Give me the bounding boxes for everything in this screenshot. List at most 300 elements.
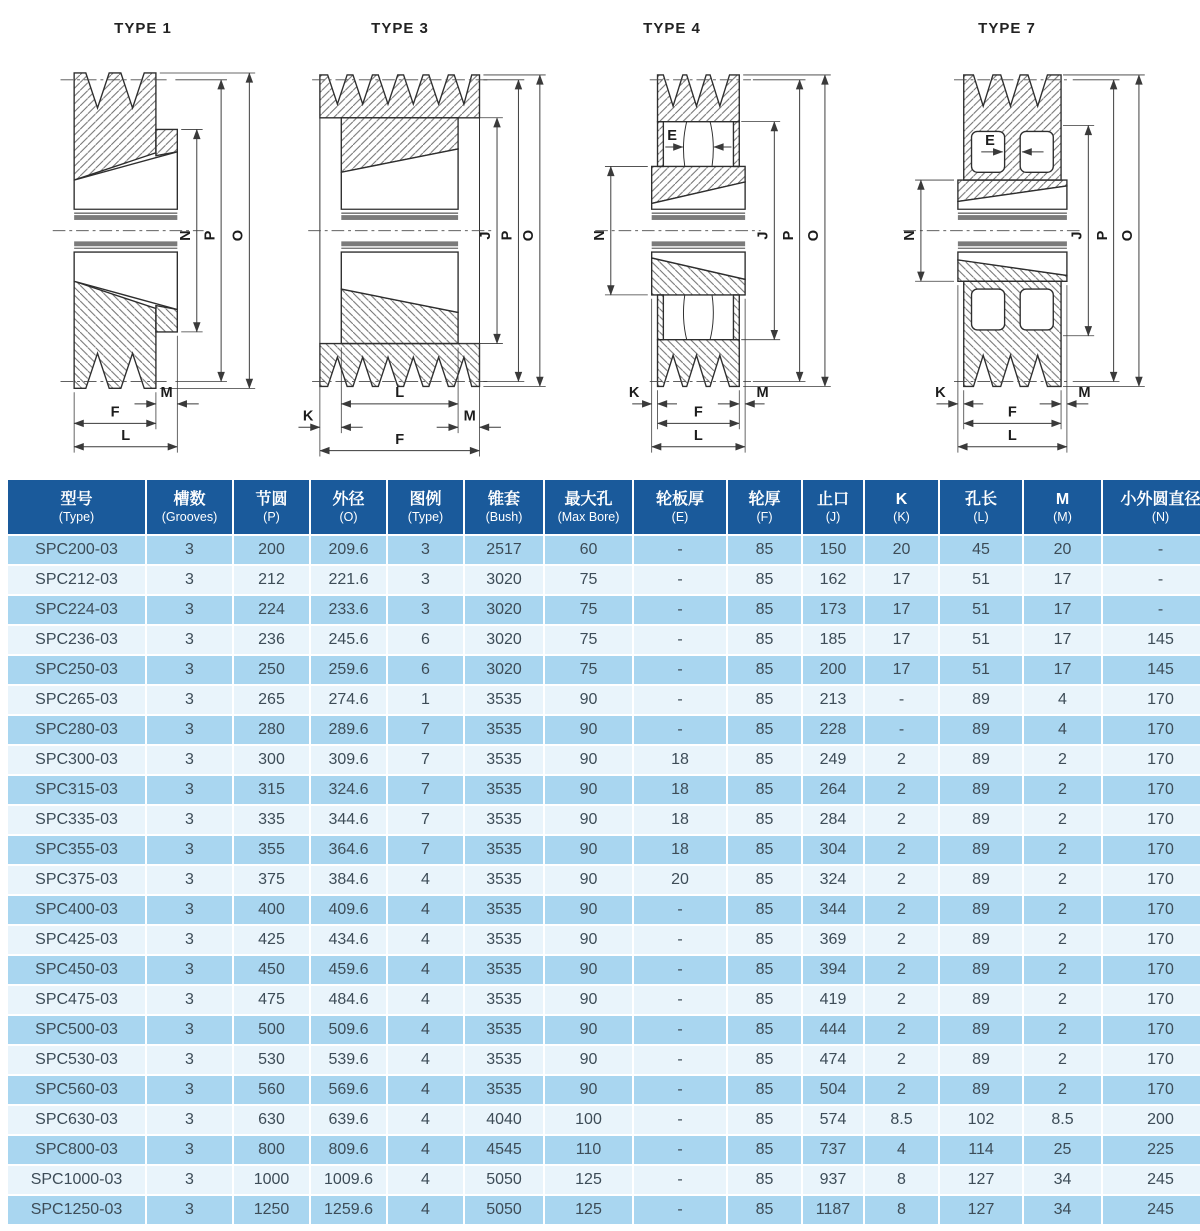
value-cell: - [865,716,938,744]
model-cell: SPC1000-03 [8,1166,145,1194]
value-cell: 4 [388,986,463,1014]
dim-label-o: O [806,229,823,242]
value-cell: 170 [1103,806,1200,834]
value-cell: 2 [1024,956,1101,984]
value-cell: 6 [388,626,463,654]
value-cell: 315 [234,776,309,804]
model-cell: SPC375-03 [8,866,145,894]
value-cell: 459.6 [311,956,386,984]
value-cell: 8 [865,1166,938,1194]
value-cell: 4 [1024,686,1101,714]
value-cell: 75 [545,596,632,624]
value-cell: 3535 [465,896,543,924]
value-cell: 574 [803,1106,863,1134]
value-cell: 5050 [465,1196,543,1224]
value-cell: 85 [728,1016,801,1044]
value-cell: 2 [865,1046,938,1074]
value-cell: 4 [388,1076,463,1104]
value-cell: 1000 [234,1166,309,1194]
value-cell: 85 [728,566,801,594]
value-cell: 2 [865,926,938,954]
value-cell: 4 [388,866,463,894]
value-cell: 7 [388,746,463,774]
value-cell: 85 [728,836,801,864]
column-header: 槽数 (Grooves) [147,480,232,534]
value-cell: 8.5 [865,1106,938,1134]
value-cell: 212 [234,566,309,594]
value-cell: 450 [234,956,309,984]
value-cell: 4 [388,1046,463,1074]
value-cell: 3535 [465,1046,543,1074]
value-cell: 1250 [234,1196,309,1224]
value-cell: 2 [865,896,938,924]
value-cell: 85 [728,716,801,744]
table-row [8,1106,1200,1134]
value-cell: 17 [865,626,938,654]
value-cell: 3 [147,656,232,684]
value-cell: 236 [234,626,309,654]
value-cell: 89 [940,746,1022,774]
value-cell: - [1103,566,1200,594]
value-cell: 3 [147,986,232,1014]
model-cell: SPC500-03 [8,1016,145,1044]
value-cell: 3535 [465,1016,543,1044]
value-cell: 3 [147,1046,232,1074]
value-cell: 170 [1103,1016,1200,1044]
value-cell: 145 [1103,626,1200,654]
value-cell: 3535 [465,926,543,954]
value-cell: 2 [865,1076,938,1104]
value-cell: - [634,986,726,1014]
value-cell: 425 [234,926,309,954]
value-cell: 3535 [465,776,543,804]
value-cell: 1009.6 [311,1166,386,1194]
value-cell: 245.6 [311,626,386,654]
model-cell: SPC355-03 [8,836,145,864]
value-cell: 110 [545,1136,632,1164]
value-cell: - [634,1016,726,1044]
value-cell: 344.6 [311,806,386,834]
value-cell: 3 [147,926,232,954]
value-cell: 3 [147,1136,232,1164]
table-row [8,1016,1200,1044]
column-header: 最大孔 (Max Bore) [545,480,632,534]
model-cell: SPC425-03 [8,926,145,954]
value-cell: 324.6 [311,776,386,804]
value-cell: 90 [545,1046,632,1074]
dim-label-k: K [302,408,314,425]
table-row [8,716,1200,744]
value-cell: 89 [940,686,1022,714]
value-cell: - [634,1076,726,1104]
value-cell: 17 [1024,566,1101,594]
dim-label-f: F [395,431,405,448]
value-cell: 100 [545,1106,632,1134]
value-cell: 3535 [465,866,543,894]
value-cell: - [634,926,726,954]
value-cell: 3 [147,1076,232,1104]
value-cell: - [1103,596,1200,624]
model-cell: SPC265-03 [8,686,145,714]
value-cell: 2 [1024,926,1101,954]
model-cell: SPC280-03 [8,716,145,744]
value-cell: 233.6 [311,596,386,624]
value-cell: 409.6 [311,896,386,924]
value-cell: 569.6 [311,1076,386,1104]
value-cell: 2 [865,776,938,804]
value-cell: 125 [545,1166,632,1194]
value-cell: 85 [728,686,801,714]
value-cell: 2 [865,986,938,1014]
value-cell: 6 [388,656,463,684]
dim-label-j: J [755,231,772,240]
value-cell: 7 [388,776,463,804]
value-cell: 3 [147,746,232,774]
value-cell: 500 [234,1016,309,1044]
value-cell: 90 [545,1076,632,1104]
value-cell: 3535 [465,716,543,744]
value-cell: 4 [388,926,463,954]
dim-label-m: M [463,408,476,425]
value-cell: 304 [803,836,863,864]
table-row [8,1046,1200,1074]
value-cell: 3 [147,536,232,564]
dim-label-p: P [202,230,219,241]
dim-label-f: F [693,404,703,421]
dim-label-l: L [1007,427,1017,444]
dim-label-f: F [1007,404,1017,421]
value-cell: 170 [1103,836,1200,864]
dim-label-k: K [935,385,946,402]
value-cell: - [634,896,726,924]
column-header: 止口 (J) [803,480,863,534]
table-row [8,1166,1200,1194]
value-cell: 75 [545,656,632,684]
model-cell: SPC250-03 [8,656,145,684]
model-cell: SPC315-03 [8,776,145,804]
value-cell: 75 [545,566,632,594]
value-cell: 560 [234,1076,309,1104]
value-cell: 17 [865,596,938,624]
column-header: 外径 (O) [311,480,386,534]
value-cell: 85 [728,1106,801,1134]
value-cell: 2 [1024,1016,1101,1044]
value-cell: 170 [1103,776,1200,804]
value-cell: 4 [388,1136,463,1164]
dim-label-n: N [177,230,194,241]
column-header: M (M) [1024,480,1101,534]
value-cell: 1187 [803,1196,863,1224]
model-cell: SPC800-03 [8,1136,145,1164]
dim-label-n: N [902,230,919,241]
table-row [8,1076,1200,1104]
value-cell: 4 [388,896,463,924]
value-cell: 185 [803,626,863,654]
table-row [8,836,1200,864]
value-cell: 444 [803,1016,863,1044]
value-cell: 85 [728,866,801,894]
column-header: 小外圆直径 (N) [1103,480,1200,534]
value-cell: 309.6 [311,746,386,774]
value-cell: 2 [865,866,938,894]
value-cell: 274.6 [311,686,386,714]
value-cell: 90 [545,686,632,714]
value-cell: - [634,656,726,684]
value-cell: 85 [728,1076,801,1104]
value-cell: 90 [545,926,632,954]
value-cell: - [634,1106,726,1134]
value-cell: - [634,1196,726,1224]
value-cell: 85 [728,596,801,624]
value-cell: 2 [1024,866,1101,894]
model-cell: SPC335-03 [8,806,145,834]
value-cell: 2 [1024,1046,1101,1074]
value-cell: 173 [803,596,863,624]
dim-label-n: N [591,230,608,241]
value-cell: 384.6 [311,866,386,894]
value-cell: 289.6 [311,716,386,744]
value-cell: 809.6 [311,1136,386,1164]
value-cell: 737 [803,1136,863,1164]
model-cell: SPC224-03 [8,596,145,624]
value-cell: 630 [234,1106,309,1134]
table-row [8,686,1200,714]
value-cell: 300 [234,746,309,774]
value-cell: 209.6 [311,536,386,564]
value-cell: 85 [728,1046,801,1074]
value-cell: 265 [234,686,309,714]
value-cell: 18 [634,806,726,834]
type7-drawing [892,36,1162,474]
value-cell: 2 [1024,776,1101,804]
value-cell: 170 [1103,896,1200,924]
value-cell: 89 [940,896,1022,924]
value-cell: 145 [1103,656,1200,684]
value-cell: 85 [728,656,801,684]
value-cell: 7 [388,836,463,864]
value-cell: 1 [388,686,463,714]
value-cell: 7 [388,806,463,834]
dim-label-j: J [1069,231,1086,240]
value-cell: 90 [545,986,632,1014]
value-cell: 20 [634,866,726,894]
value-cell: 3 [147,776,232,804]
value-cell: 4 [388,1196,463,1224]
value-cell: - [1103,536,1200,564]
value-cell: 3 [147,1016,232,1044]
value-cell: 2 [865,1016,938,1044]
value-cell: 504 [803,1076,863,1104]
value-cell: 2 [865,746,938,774]
value-cell: 394 [803,956,863,984]
value-cell: 200 [1103,1106,1200,1134]
table-row [8,866,1200,894]
value-cell: 18 [634,746,726,774]
value-cell: 225 [1103,1136,1200,1164]
value-cell: 355 [234,836,309,864]
value-cell: 3 [147,686,232,714]
value-cell: 85 [728,806,801,834]
value-cell: - [634,626,726,654]
value-cell: 4 [865,1136,938,1164]
value-cell: 170 [1103,956,1200,984]
dim-label-e: E [985,133,995,150]
value-cell: 60 [545,536,632,564]
value-cell: 170 [1103,1076,1200,1104]
value-cell: 2 [1024,1076,1101,1104]
column-header: 节圆 (P) [234,480,309,534]
value-cell: 89 [940,776,1022,804]
value-cell: 17 [1024,626,1101,654]
value-cell: 3535 [465,806,543,834]
value-cell: 85 [728,626,801,654]
value-cell: 264 [803,776,863,804]
dim-label-l: L [395,385,405,402]
value-cell: 259.6 [311,656,386,684]
dim-label-l: L [693,427,703,444]
value-cell: 89 [940,1016,1022,1044]
value-cell: 364.6 [311,836,386,864]
model-cell: SPC450-03 [8,956,145,984]
value-cell: 3535 [465,986,543,1014]
value-cell: 200 [803,656,863,684]
value-cell: 85 [728,1166,801,1194]
value-cell: 224 [234,596,309,624]
value-cell: 3535 [465,836,543,864]
value-cell: 17 [865,656,938,684]
value-cell: 1259.6 [311,1196,386,1224]
value-cell: 18 [634,836,726,864]
spec-table [6,478,1200,1226]
model-cell: SPC630-03 [8,1106,145,1134]
value-cell: 90 [545,896,632,924]
dim-label-m: M [756,385,769,402]
value-cell: 89 [940,956,1022,984]
value-cell: 3 [147,896,232,924]
value-cell: 400 [234,896,309,924]
value-cell: 127 [940,1166,1022,1194]
value-cell: 85 [728,926,801,954]
table-row [8,656,1200,684]
value-cell: 4545 [465,1136,543,1164]
value-cell: 3 [147,806,232,834]
dim-label-m: M [160,385,173,402]
value-cell: 419 [803,986,863,1014]
table-row [8,746,1200,774]
value-cell: 114 [940,1136,1022,1164]
drawing-title: TYPE 4 [643,20,701,37]
value-cell: 89 [940,806,1022,834]
value-cell: 3 [147,566,232,594]
value-cell: 228 [803,716,863,744]
dim-label-o: O [1120,229,1137,242]
table-row [8,956,1200,984]
value-cell: 2 [865,836,938,864]
value-cell: 3 [147,866,232,894]
value-cell: 245 [1103,1196,1200,1224]
model-cell: SPC300-03 [8,746,145,774]
value-cell: 2 [1024,806,1101,834]
model-cell: SPC560-03 [8,1076,145,1104]
value-cell: 2 [865,956,938,984]
value-cell: 125 [545,1196,632,1224]
value-cell: 4040 [465,1106,543,1134]
value-cell: 280 [234,716,309,744]
value-cell: - [634,566,726,594]
value-cell: 3020 [465,596,543,624]
column-header: 型号 (Type) [8,480,145,534]
value-cell: 102 [940,1106,1022,1134]
column-header: 轮板厚 (E) [634,480,726,534]
value-cell: - [865,686,938,714]
table-row [8,806,1200,834]
value-cell: 509.6 [311,1016,386,1044]
value-cell: 170 [1103,1046,1200,1074]
value-cell: 4 [388,1106,463,1134]
value-cell: 34 [1024,1196,1101,1224]
value-cell: 170 [1103,866,1200,894]
value-cell: - [634,956,726,984]
column-header: 锥套 (Bush) [465,480,543,534]
table-row [8,896,1200,924]
table-row [8,596,1200,624]
column-header: K (K) [865,480,938,534]
table-row [8,1196,1200,1224]
dim-label-m: M [1078,385,1091,402]
value-cell: 4 [1024,716,1101,744]
pulley-section [652,75,745,220]
dim-label-e: E [667,128,677,145]
value-cell: 170 [1103,746,1200,774]
drawing-title: TYPE 3 [371,20,429,37]
table-row [8,776,1200,804]
value-cell: 90 [545,836,632,864]
value-cell: 17 [865,566,938,594]
value-cell: - [634,1046,726,1074]
value-cell: 335 [234,806,309,834]
table-row [8,566,1200,594]
value-cell: 127 [940,1196,1022,1224]
dim-label-p: P [499,230,516,241]
value-cell: 8.5 [1024,1106,1101,1134]
dim-label-j: J [478,231,495,240]
type3-drawing [295,36,555,474]
technical-drawings [0,0,1200,478]
value-cell: 85 [728,746,801,774]
value-cell: 250 [234,656,309,684]
value-cell: - [634,716,726,744]
value-cell: 7 [388,716,463,744]
value-cell: 2 [1024,836,1101,864]
value-cell: 90 [545,1016,632,1044]
value-cell: 284 [803,806,863,834]
value-cell: 4 [388,1016,463,1044]
column-header: 轮厚 (F) [728,480,801,534]
type1-drawing [30,36,275,474]
dim-label-p: P [780,230,797,241]
value-cell: 89 [940,716,1022,744]
value-cell: 162 [803,566,863,594]
value-cell: 85 [728,1196,801,1224]
type4-drawing [578,36,848,474]
pulley-section [958,75,1067,220]
value-cell: 170 [1103,926,1200,954]
value-cell: 45 [940,536,1022,564]
model-cell: SPC475-03 [8,986,145,1014]
value-cell: 324 [803,866,863,894]
value-cell: 34 [1024,1166,1101,1194]
table-row [8,926,1200,954]
